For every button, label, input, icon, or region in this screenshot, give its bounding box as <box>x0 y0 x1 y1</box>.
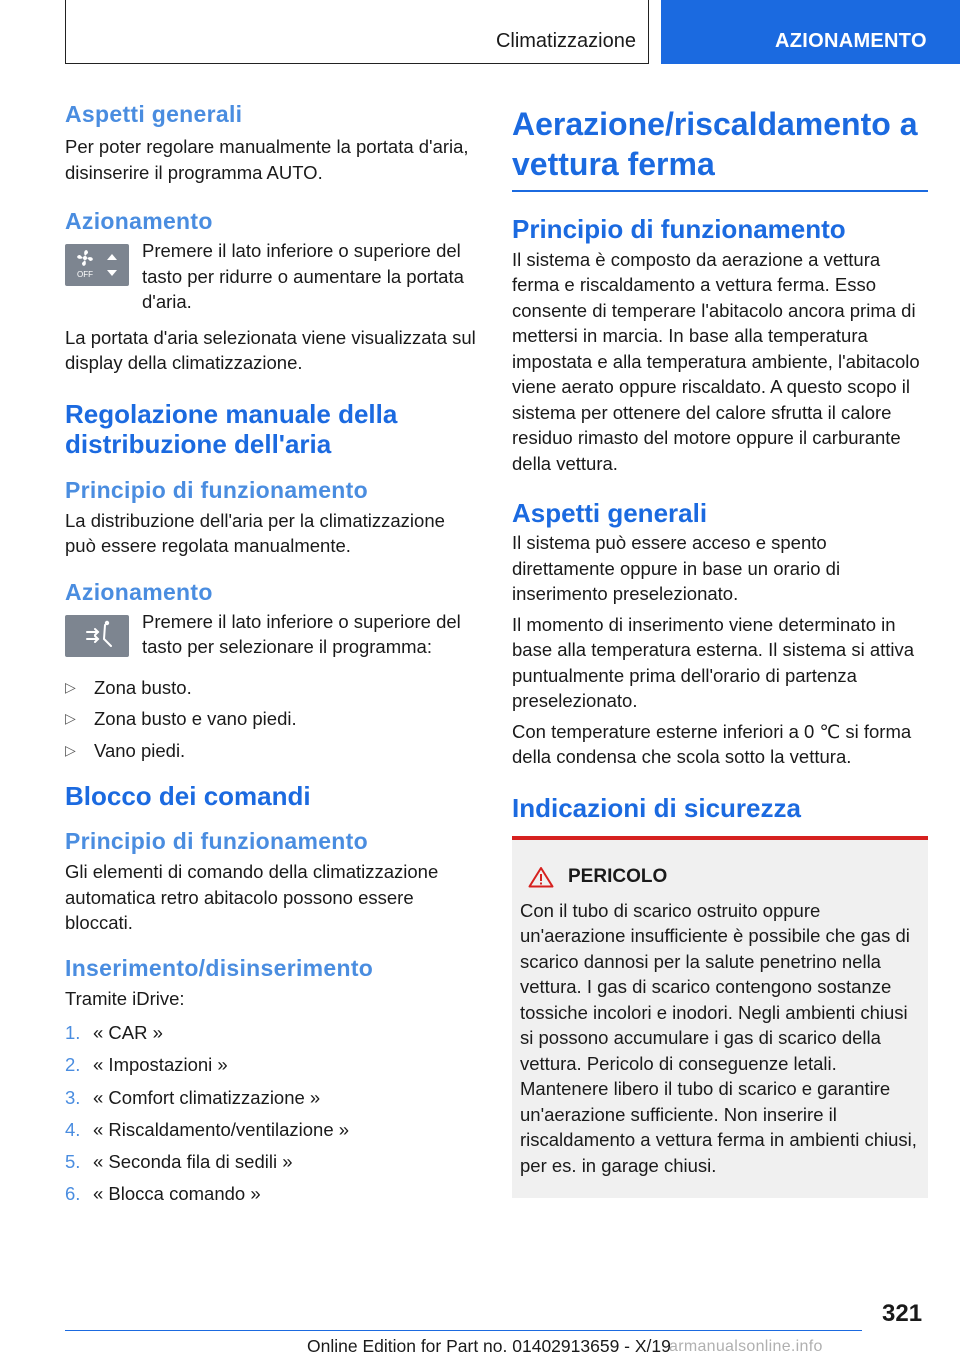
paragraph: La portata d'aria selezionata viene visualizzata sul display della climatizzazione. <box>65 326 476 373</box>
danger-notice <box>512 836 928 1199</box>
header-chapter-title: AZIONAMENTO <box>775 30 927 52</box>
fan-off-label: OFF <box>77 270 93 279</box>
page-number: 321 <box>882 1300 923 1327</box>
danger-heading <box>528 864 920 890</box>
heading-principio-funzionamento: Principio di funzionamento <box>512 213 846 244</box>
list-item: ▷ Zona busto. <box>65 675 479 701</box>
paragraph: Il momento di inserimento viene determinato in base alla temperatura esterna. Il sistema si attiva puntualmente prima dell'orario di partenza preselezionato. <box>512 613 915 711</box>
left-column <box>65 100 479 1214</box>
paragraph: Il sistema è composto da aerazione a vettura ferma e riscaldamento a vettura ferma. Esso consente di temperare l'abitacolo ancora prima di mettersi in marcia. In base alla temperatura impostata e alla temperatura ambiente, l'abitacolo viene aerato oppure riscaldato. A questo scopo il sistema per ottenere del calore sfrutta il calore residuo rimasto del motore oppure il carburante della vettura. <box>512 248 920 474</box>
triangle-bullet-icon: ▷ <box>65 710 76 726</box>
fan-button-row <box>65 238 479 315</box>
triangle-bullet-icon: ▷ <box>65 678 76 695</box>
air-distribution-button-row <box>65 609 479 661</box>
list-item: 2. « Impostazioni » <box>65 1054 228 1076</box>
heading-principio-funzionamento: Principio di funzionamento <box>65 828 368 854</box>
right-column <box>512 104 928 1198</box>
idrive-steps <box>65 1020 479 1207</box>
air-distribution-button-icon <box>65 615 129 657</box>
heading-blocco-comandi: Blocco dei comandi <box>65 781 311 811</box>
paragraph: Tramite iDrive: <box>65 987 185 1009</box>
page-header <box>0 0 960 66</box>
program-list <box>65 675 479 764</box>
paragraph: Per poter regolare manualmente la portata d'aria, disinserire il programma AUTO. <box>65 136 469 183</box>
footer-rule <box>65 1330 862 1331</box>
footer-edition: Online Edition for Part no. 01402913659 - X/19 <box>307 1336 671 1356</box>
list-item: ▷ Vano piedi. <box>65 738 479 764</box>
heading-principio-funzionamento: Principio di funzionamento <box>65 476 368 503</box>
triangle-bullet-icon: ▷ <box>65 741 76 758</box>
list-item: 1. « CAR » <box>65 1022 163 1043</box>
heading-inserimento-disinserimento: Inserimento/disinserimento <box>65 954 374 981</box>
header-section-box <box>65 0 649 64</box>
warning-triangle-icon <box>528 866 554 888</box>
paragraph: Con temperature esterne inferiori a 0 ℃ si forma della condensa che scola sotto la vettura. <box>512 720 912 767</box>
footer-watermark: armanualsonline.info <box>669 1338 823 1355</box>
heading-azionamento: Azionamento <box>65 208 213 234</box>
main-title: Aerazione/riscaldamento a vettura ferma <box>512 106 918 182</box>
header-section-title: Climatizzazione <box>495 30 636 52</box>
list-item: 6. « Blocca comando » <box>65 1183 261 1205</box>
paragraph: Il sistema può essere acceso e spento direttamente oppure in base un orario di inserimento preselezionato. <box>512 532 841 604</box>
heading-regolazione-distribuzione: Regolazione manuale della distribuzione dell'aria <box>65 398 398 459</box>
list-item: 3. « Comfort climatizzazione » <box>65 1086 321 1108</box>
paragraph: Premere il lato inferiore o superiore del tasto per selezionare il programma: <box>142 610 461 657</box>
list-item: 4. « Riscaldamento/ventilazione » <box>65 1118 350 1140</box>
paragraph: Gli elementi di comando della climatizzazione automatica retro abitacolo possono essere bloccati. <box>65 861 439 933</box>
paragraph: Premere il lato inferiore o superiore del tasto per ridurre o aumentare la portata d'aria. <box>142 240 464 312</box>
heading-aspetti-generali: Aspetti generali <box>65 101 243 127</box>
title-rule <box>512 190 928 192</box>
danger-label: PERICOLO <box>568 865 668 887</box>
heading-indicazioni-sicurezza: Indicazioni di sicurezza <box>512 792 801 823</box>
header-chapter-tab <box>661 0 960 64</box>
heading-azionamento: Azionamento <box>65 578 213 605</box>
danger-text: Con il tubo di scarico ostruito oppure un'aerazione insufficiente è possibile che gas di scarico dannosi per la salute penetrino nella vettura. I gas di scarico contengono sostanze tossiche incolori e inodori. Negli ambienti chiusi si possono accumulare i gas di scarico della vettura. Pericolo di conseguenze letali. Mantenere libero il tubo di scarico e garantire un'aerazione sufficiente. Non inserire il riscaldamento a vettura ferma in ambienti chiusi, per es. in garage chiusi. <box>520 899 917 1176</box>
list-item: 5. « Seconda fila di sedili » <box>65 1151 293 1173</box>
list-item: ▷ Zona busto e vano piedi. <box>65 706 479 732</box>
heading-aspetti-generali: Aspetti generali <box>512 498 708 528</box>
fan-speed-button-icon <box>65 244 129 286</box>
paragraph: La distribuzione dell'aria per la climatizzazione può essere regolata manualmente. <box>65 509 445 556</box>
